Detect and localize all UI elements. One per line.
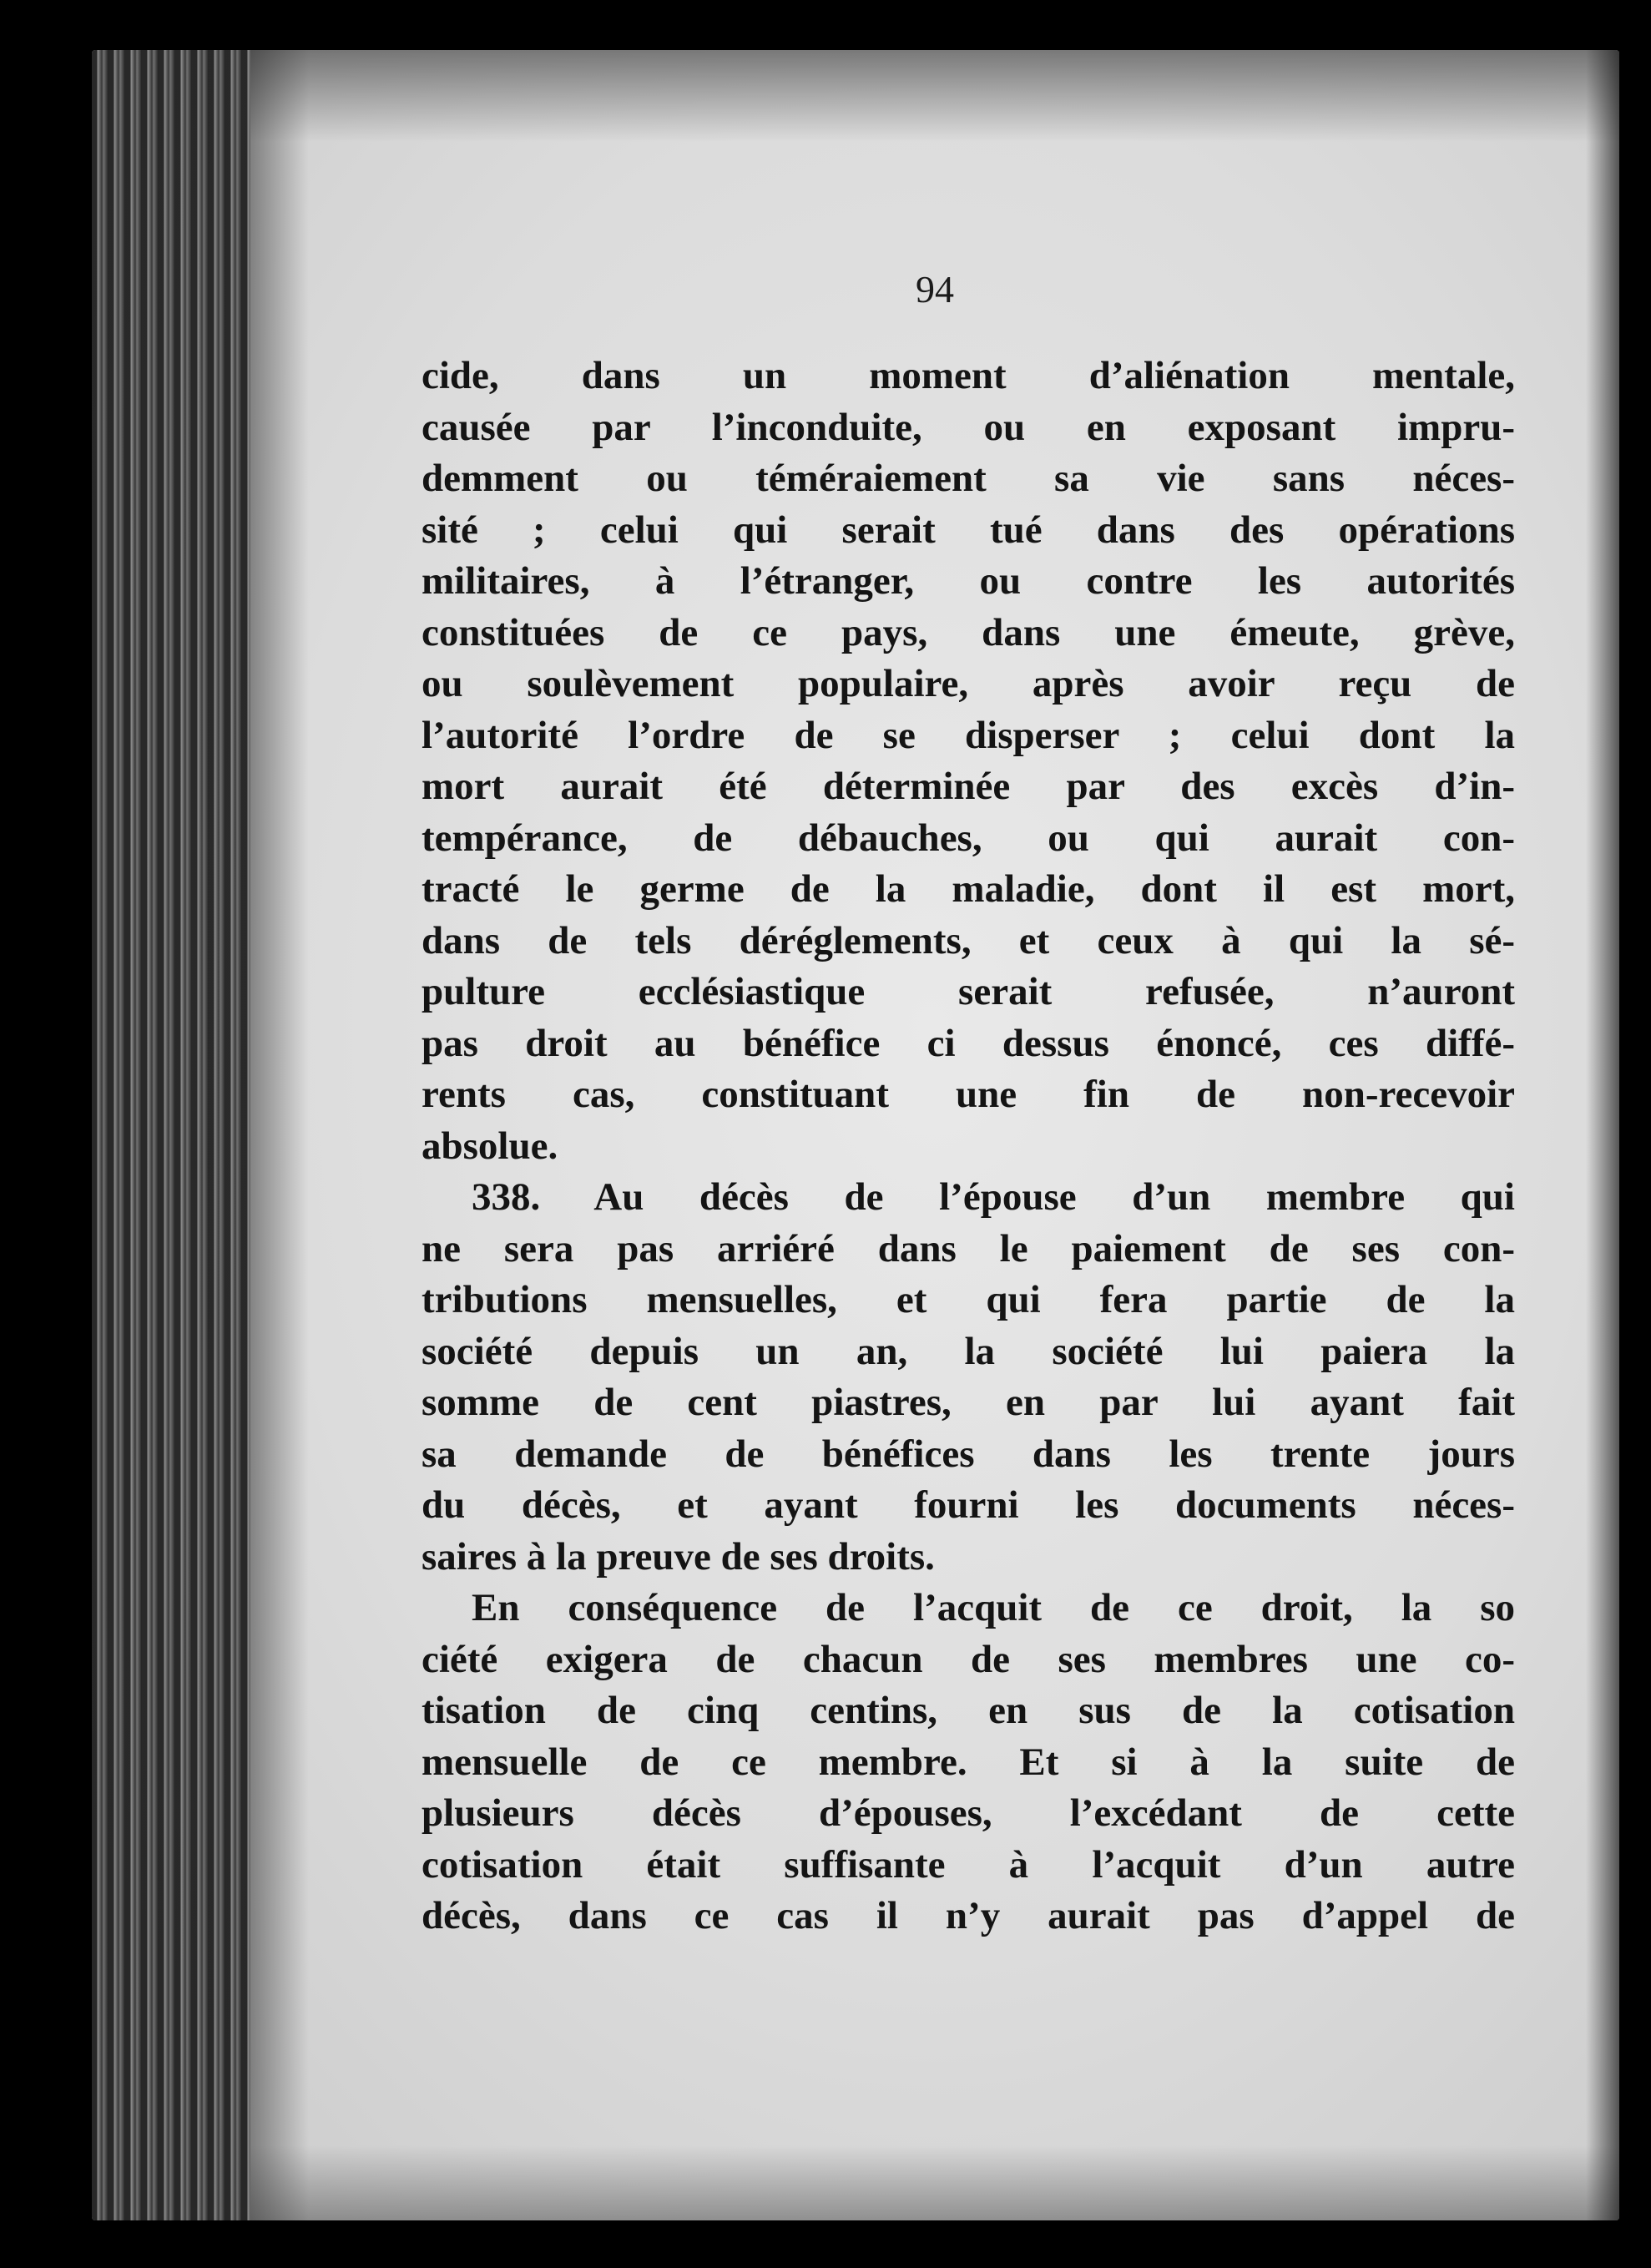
- text-line: rents cas, constituant une fin de non-recevoir: [422, 1073, 1515, 1116]
- text-line: pulture ecclésiastique serait refusée, n’auront: [422, 970, 1515, 1013]
- text-line: ciété exigera de chacun de ses membres une co-: [422, 1637, 1515, 1681]
- text-line: pas droit au bénéfice ci dessus énoncé, ces diffé-: [422, 1021, 1515, 1065]
- text-line: cide, dans un moment d’aliénation mentale,: [422, 354, 1515, 397]
- book-spine: [92, 50, 250, 2220]
- text-line: sa demande de bénéfices dans les trente jours: [422, 1432, 1515, 1476]
- text-line: tracté le germe de la maladie, dont il est mort,: [422, 867, 1515, 911]
- text-line: militaires, à l’étranger, ou contre les autorités: [422, 559, 1515, 603]
- text-line: cotisation était suffisante à l’acquit d’un autre: [422, 1842, 1515, 1887]
- text-line: causée par l’inconduite, ou en exposant impru-: [422, 405, 1515, 449]
- text-line: En conséquence de l’acquit de ce droit, la so: [472, 1586, 1515, 1629]
- text-line: somme de cent piastres, en par lui ayant fait: [422, 1381, 1515, 1424]
- text-line: décès, dans ce cas il n’y aurait pas d’appel de: [422, 1894, 1515, 1937]
- text-line: l’autorité l’ordre de se disperser ; celui dont la: [422, 713, 1515, 757]
- spine-shadow: [250, 50, 309, 2220]
- text-line: absolue.: [422, 1124, 558, 1168]
- body-text: [422, 351, 1515, 1942]
- text-line: société depuis un an, la société lui paiera la: [422, 1329, 1515, 1373]
- text-line: ne sera pas arriéré dans le paiement de ses con-: [422, 1226, 1515, 1270]
- page-right-shadow: [1586, 50, 1619, 2220]
- text-line: 338. Au décès de l’épouse d’un membre qui: [472, 1175, 1515, 1219]
- text-line: mensuelle de ce membre. Et si à la suite de: [422, 1740, 1515, 1784]
- text-line: constituées de ce pays, dans une émeute, grève,: [422, 610, 1515, 654]
- text-line: saires à la preuve de ses droits.: [422, 1534, 935, 1579]
- text-line: plusieurs décès d’épouses, l’excédant de cette: [422, 1791, 1515, 1835]
- text-line: tempérance, de débauches, ou qui aurait con-: [422, 816, 1515, 860]
- text-line: ou soulèvement populaire, après avoir reçu de: [422, 662, 1515, 705]
- page-number: 94: [916, 268, 954, 311]
- text-line: du décès, et ayant fourni les documents néces-: [422, 1483, 1515, 1527]
- text-line: tributions mensuelles, et qui fera partie de la: [422, 1278, 1515, 1321]
- text-line: demment ou téméraiement sa vie sans néces-: [422, 457, 1515, 500]
- text-line: mort aurait été déterminée par des excès d’in-: [422, 765, 1515, 808]
- text-line: tisation de cinq centins, en sus de la cotisation: [422, 1689, 1515, 1732]
- page-bottom-shadow: [250, 2145, 1619, 2220]
- page-top-shadow: [250, 50, 1619, 142]
- text-line: sité ; celui qui serait tué dans des opérations: [422, 508, 1515, 552]
- text-line: dans de tels déréglements, et ceux à qui la sé-: [422, 918, 1515, 962]
